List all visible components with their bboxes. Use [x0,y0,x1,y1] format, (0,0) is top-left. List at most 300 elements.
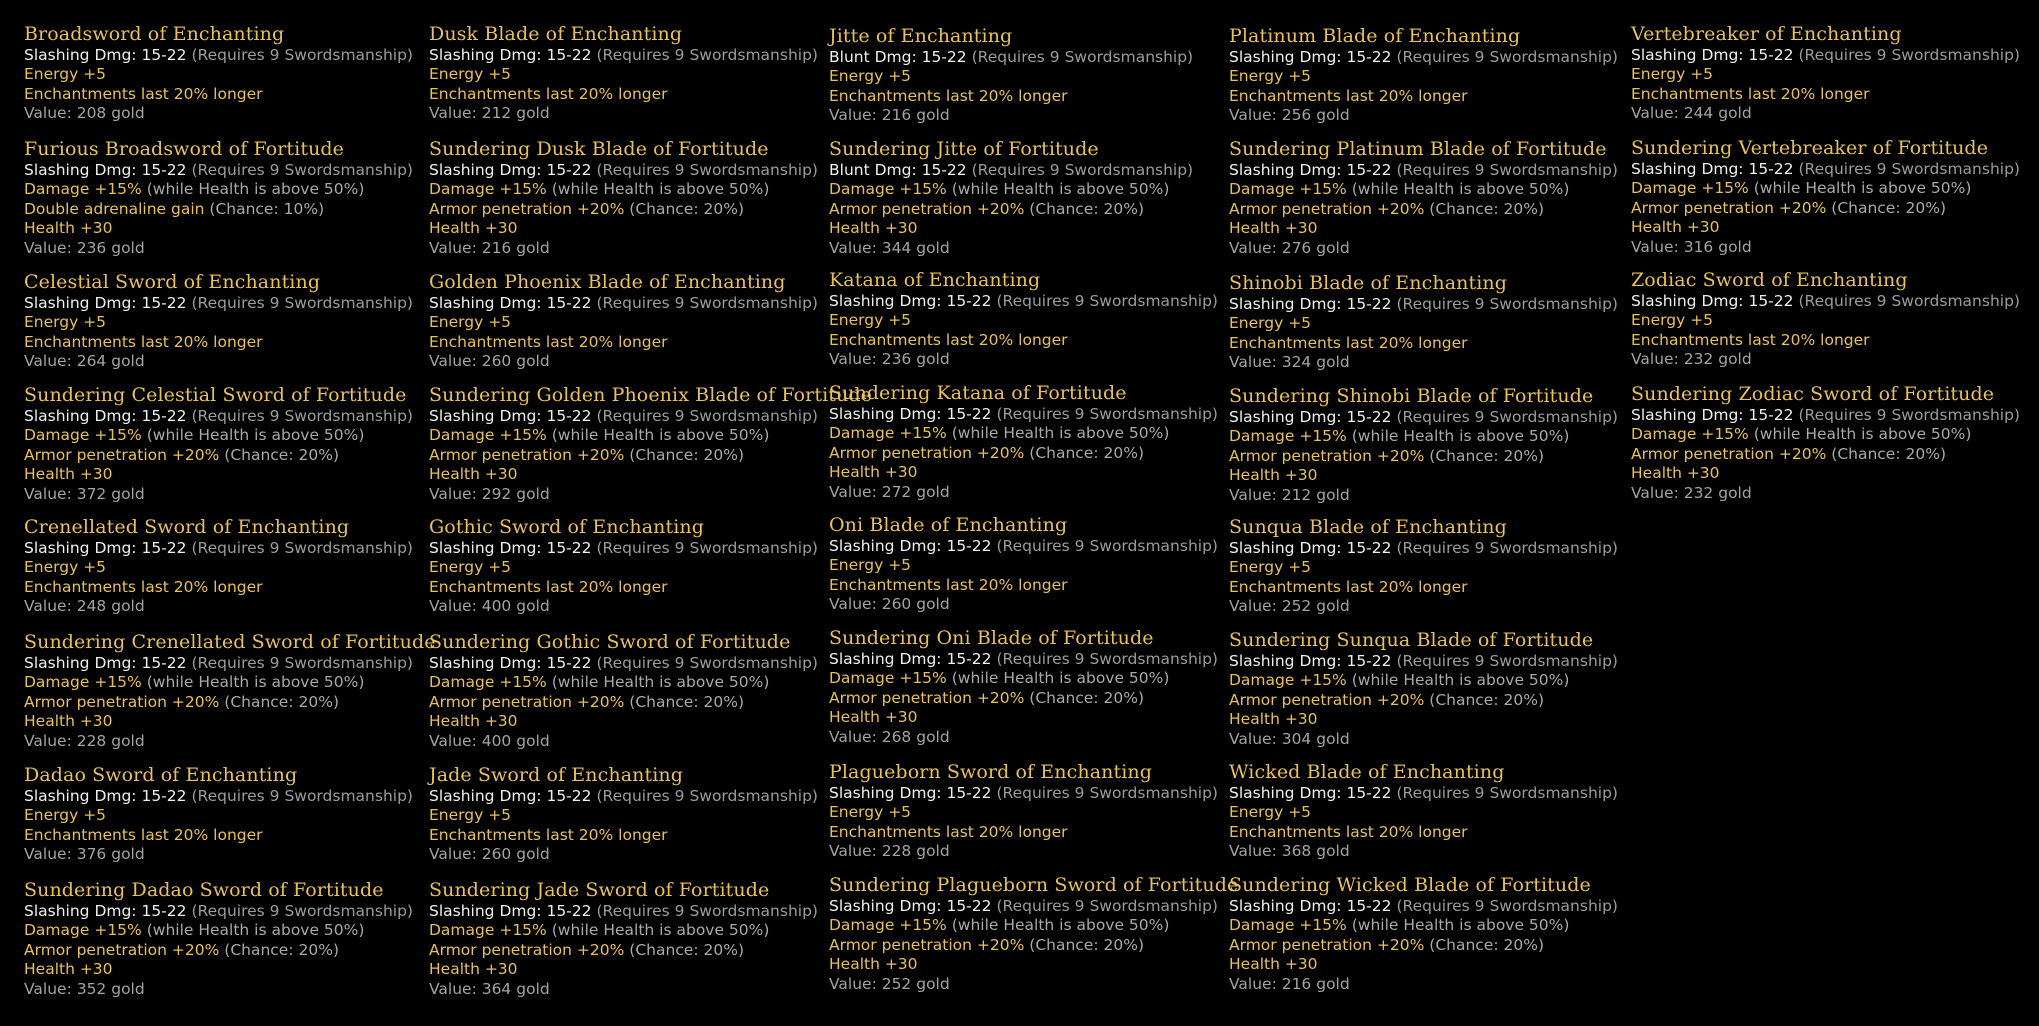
requirement-note: (Requires 9 Swordsmanship) [1798,292,2020,310]
item-name: Celestial Sword of Enchanting [24,271,321,293]
item-name: Shinobi Blade of Enchanting [1229,272,1507,294]
requirement-note: (Requires 9 Swordsmanship) [191,654,413,672]
item-value: Value: 324 gold [1229,353,1350,372]
damage-text: Slashing Dmg: 15-22 [429,161,592,179]
modifier-line [24,693,436,712]
damage-line [829,161,1193,180]
item-tooltip[interactable] [429,383,872,504]
modifier-line [24,826,413,845]
modifier-line [1229,955,1618,974]
modifier-text: Energy +5 [1229,314,1312,333]
modifier-line [1631,425,2020,444]
damage-text: Slashing Dmg: 15-22 [1229,652,1392,670]
item-name: Jade Sword of Enchanting [429,764,683,786]
damage-text: Slashing Dmg: 15-22 [1229,784,1392,802]
damage-line [1631,406,2020,425]
damage-text: Slashing Dmg: 15-22 [1229,295,1392,313]
modifier-text: Armor penetration +20% [829,688,1025,707]
requirement-note: (Requires 9 Swordsmanship) [596,787,818,805]
item-name: Sundering Wicked Blade of Fortitude [1229,874,1591,896]
modifier-text: Health +30 [24,712,113,731]
modifier-text: Health +30 [829,463,918,482]
item-tooltip[interactable] [1229,384,1618,505]
modifier-note: (while Health is above 50%) [951,180,1170,199]
modifier-line [1229,691,1618,710]
damage-text: Slashing Dmg: 15-22 [24,654,187,672]
modifier-note: (while Health is above 50%) [1351,916,1570,935]
item-tooltip[interactable] [829,513,1218,615]
modifier-text: Health +30 [24,219,113,238]
item-value: Value: 276 gold [1229,238,1350,257]
item-name: Sundering Shinobi Blade of Fortitude [1229,385,1594,407]
modifier-text: Energy +5 [24,806,107,825]
item-name: Plagueborn Sword of Enchanting [829,761,1152,783]
modifier-text: Health +30 [24,960,113,979]
item-value: Value: 264 gold [24,352,145,371]
requirement-note: (Requires 9 Swordsmanship) [1396,161,1618,179]
requirement-note: (Requires 9 Swordsmanship) [1798,46,2020,64]
item-tooltip[interactable] [24,383,413,504]
item-value: Value: 232 gold [1631,483,1752,502]
modifier-text: Damage +15% [829,916,947,935]
damage-line [829,48,1193,67]
modifier-text: Armor penetration +20% [829,935,1025,954]
requirement-note: (Requires 9 Swordsmanship) [191,902,413,920]
modifier-line [829,87,1193,106]
modifier-line [829,823,1218,842]
modifier-line [1631,464,2020,483]
item-name: Dadao Sword of Enchanting [24,764,298,786]
modifier-line [429,65,818,84]
item-tooltip[interactable] [24,763,413,865]
modifier-text: Health +30 [1229,466,1318,485]
modifier-line [24,313,413,332]
modifier-text: Health +30 [1229,710,1318,729]
requirement-note: (Requires 9 Swordsmanship) [191,407,413,425]
modifier-line [829,916,1238,935]
modifier-line [1229,803,1618,822]
modifier-text: Energy +5 [1229,67,1312,86]
damage-text: Slashing Dmg: 15-22 [24,294,187,312]
modifier-text: Health +30 [829,708,918,727]
modifier-text: Armor penetration +20% [829,199,1025,218]
modifier-note: (while Health is above 50%) [551,180,770,199]
modifier-line [429,673,818,692]
item-name: Sundering Gothic Sword of Fortitude [429,631,791,653]
modifier-text: Enchantments last 20% longer [429,84,668,103]
item-value: Value: 212 gold [429,104,550,123]
damage-line [1229,784,1618,803]
modifier-line [1631,311,2020,330]
item-value: Value: 376 gold [24,845,145,864]
modifier-text: Damage +15% [1229,671,1347,690]
modifier-line [24,465,413,484]
damage-text: Slashing Dmg: 15-22 [1229,161,1392,179]
requirement-note: (Requires 9 Swordsmanship) [596,407,818,425]
damage-text: Slashing Dmg: 15-22 [429,539,592,557]
modifier-note: (Chance: 20%) [1429,199,1544,218]
modifier-note: (Chance: 20%) [629,199,744,218]
modifier-line [24,180,413,199]
modifier-line [1229,558,1618,577]
modifier-text: Armor penetration +20% [1631,444,1827,463]
damage-text: Slashing Dmg: 15-22 [429,902,592,920]
modifier-line [829,708,1218,727]
item-tooltip[interactable] [24,270,413,372]
modifier-text: Health +30 [829,955,918,974]
damage-text: Slashing Dmg: 15-22 [24,161,187,179]
damage-line [1229,295,1618,314]
modifier-note: (while Health is above 50%) [146,921,365,940]
item-name: Sundering Crenellated Sword of Fortitude [24,631,436,653]
item-value: Value: 236 gold [24,238,145,257]
modifier-line [1229,334,1618,353]
modifier-note: (while Health is above 50%) [146,180,365,199]
item-value: Value: 352 gold [24,979,145,998]
item-tooltip[interactable] [429,137,818,258]
modifier-text: Enchantments last 20% longer [829,575,1068,594]
damage-text: Slashing Dmg: 15-22 [829,537,992,555]
modifier-note: (Chance: 20%) [1029,935,1144,954]
damage-text: Slashing Dmg: 15-22 [429,787,592,805]
modifier-line [429,806,818,825]
item-value: Value: 216 gold [1229,974,1350,993]
modifier-line [1631,445,2020,464]
modifier-text: Energy +5 [1631,65,1714,84]
modifier-note: (Chance: 20%) [224,940,339,959]
damage-line [1631,160,2020,179]
modifier-text: Health +30 [429,712,518,731]
damage-line [429,902,818,921]
modifier-text: Energy +5 [1229,803,1312,822]
damage-text: Blunt Dmg: 15-22 [829,161,967,179]
modifier-line [429,941,818,960]
modifier-text: Enchantments last 20% longer [24,332,263,351]
damage-line [829,292,1218,311]
damage-line [829,405,1218,424]
modifier-note: (while Health is above 50%) [951,424,1170,443]
item-name: Sundering Jitte of Fortitude [829,138,1099,160]
requirement-note: (Requires 9 Swordsmanship) [191,46,413,64]
modifier-line [24,446,413,465]
damage-line [24,539,413,558]
item-tooltip[interactable] [24,137,413,258]
item-name: Sundering Plagueborn Sword of Fortitude [829,874,1239,896]
damage-line [429,46,818,65]
modifier-text: Health +30 [829,219,918,238]
modifier-line [429,960,818,979]
modifier-note: (while Health is above 50%) [1351,427,1570,446]
damage-text: Slashing Dmg: 15-22 [24,407,187,425]
modifier-note: (Chance: 20%) [224,445,339,464]
damage-line [429,654,818,673]
item-tooltip[interactable] [829,873,1238,994]
modifier-line [829,219,1193,238]
modifier-note: (Chance: 20%) [1429,690,1544,709]
item-tooltip[interactable] [1229,137,1618,258]
modifier-text: Armor penetration +20% [24,940,220,959]
modifier-text: Armor penetration +20% [429,199,625,218]
damage-line [429,539,818,558]
item-name: Vertebreaker of Enchanting [1631,23,1902,45]
modifier-text: Damage +15% [429,180,547,199]
modifier-line [24,806,413,825]
modifier-text: Energy +5 [829,311,912,330]
requirement-note: (Requires 9 Swordsmanship) [996,537,1218,555]
modifier-line [1229,823,1618,842]
requirement-note: (Requires 9 Swordsmanship) [1396,784,1618,802]
damage-line [24,902,413,921]
item-name: Platinum Blade of Enchanting [1229,25,1521,47]
damage-line [24,654,436,673]
modifier-line [829,669,1218,688]
item-value: Value: 228 gold [829,842,950,861]
item-name: Sundering Zodiac Sword of Fortitude [1631,383,1995,405]
modifier-text: Damage +15% [829,424,947,443]
modifier-text: Energy +5 [1229,558,1312,577]
item-tooltip[interactable] [829,760,1218,862]
item-value: Value: 292 gold [429,484,550,503]
modifier-text: Damage +15% [429,921,547,940]
modifier-text: Enchantments last 20% longer [829,822,1068,841]
item-tooltip[interactable] [829,268,1218,370]
item-value: Value: 256 gold [1229,106,1350,125]
item-tooltip[interactable] [1631,22,2020,124]
modifier-line [1229,219,1618,238]
item-name: Sundering Oni Blade of Fortitude [829,627,1154,649]
modifier-text: Armor penetration +20% [24,445,220,464]
modifier-line [24,558,413,577]
modifier-line [829,689,1218,708]
modifier-line [829,180,1193,199]
item-tooltip[interactable] [1631,268,2020,370]
item-value: Value: 212 gold [1229,485,1350,504]
modifier-line [24,85,413,104]
modifier-line [829,803,1218,822]
modifier-text: Damage +15% [24,180,142,199]
modifier-text: Damage +15% [1229,916,1347,935]
requirement-note: (Requires 9 Swordsmanship) [1396,48,1618,66]
damage-line [24,407,413,426]
item-tooltip[interactable] [1631,136,2020,257]
modifier-line [429,426,872,445]
item-tooltip[interactable] [829,381,1218,502]
modifier-line [24,65,413,84]
modifier-text: Armor penetration +20% [1229,690,1425,709]
item-name: Broadsword of Enchanting [24,23,285,45]
modifier-note: (while Health is above 50%) [1351,671,1570,690]
modifier-text: Enchantments last 20% longer [24,84,263,103]
item-tooltip[interactable] [429,763,818,865]
requirement-note: (Requires 9 Swordsmanship) [1396,295,1618,313]
modifier-line [1631,199,2020,218]
item-value: Value: 216 gold [429,238,550,257]
modifier-line [829,444,1218,463]
modifier-note: (Chance: 20%) [1831,198,1946,217]
damage-text: Slashing Dmg: 15-22 [1229,897,1392,915]
item-name: Sundering Celestial Sword of Fortitude [24,384,407,406]
damage-line [1229,539,1618,558]
modifier-line [829,67,1193,86]
modifier-note: (Chance: 20%) [1029,199,1144,218]
modifier-line [829,311,1218,330]
item-tooltip[interactable] [829,137,1193,258]
modifier-note: (while Health is above 50%) [1351,180,1570,199]
modifier-text: Damage +15% [429,426,547,445]
modifier-line [1229,671,1618,690]
modifier-line [1229,447,1618,466]
item-tooltip[interactable] [429,515,818,617]
modifier-line [429,180,818,199]
item-value: Value: 372 gold [24,484,145,503]
modifier-text: Health +30 [1631,218,1720,237]
requirement-note: (Requires 9 Swordsmanship) [1798,160,2020,178]
modifier-line [829,463,1218,482]
modifier-line [1631,218,2020,237]
item-value: Value: 252 gold [1229,597,1350,616]
modifier-line [429,85,818,104]
modifier-line [829,331,1218,350]
damage-line [429,161,818,180]
item-tooltip[interactable] [429,878,818,999]
requirement-note: (Requires 9 Swordsmanship) [191,539,413,557]
damage-text: Slashing Dmg: 15-22 [829,405,992,423]
item-value: Value: 272 gold [829,482,950,501]
item-value: Value: 248 gold [24,597,145,616]
modifier-line [1229,87,1618,106]
modifier-note: (while Health is above 50%) [951,916,1170,935]
damage-text: Slashing Dmg: 15-22 [1631,406,1794,424]
modifier-line [829,576,1218,595]
modifier-text: Damage +15% [1229,180,1347,199]
requirement-note: (Requires 9 Swordsmanship) [971,161,1194,179]
damage-line [24,46,413,65]
modifier-text: Enchantments last 20% longer [24,825,263,844]
item-tooltip[interactable] [1229,873,1618,994]
damage-text: Slashing Dmg: 15-22 [1229,408,1392,426]
requirement-note: (Requires 9 Swordsmanship) [996,405,1218,423]
modifier-line [829,955,1238,974]
modifier-text: Energy +5 [24,313,107,332]
modifier-line [1229,67,1618,86]
modifier-line [1229,200,1618,219]
modifier-text: Enchantments last 20% longer [429,577,668,596]
modifier-text: Armor penetration +20% [429,692,625,711]
item-tooltip[interactable] [1229,515,1618,617]
item-name: Sundering Golden Phoenix Blade of Fortitude [429,384,872,406]
damage-text: Slashing Dmg: 15-22 [1631,46,1794,64]
damage-line [829,650,1218,669]
modifier-line [1229,936,1618,955]
modifier-note: (Chance: 20%) [1029,688,1144,707]
modifier-line [1229,916,1618,935]
item-name: Sundering Dusk Blade of Fortitude [429,138,769,160]
modifier-text: Energy +5 [429,313,512,332]
item-tooltip[interactable] [24,878,413,999]
modifier-line [429,921,818,940]
damage-text: Slashing Dmg: 15-22 [24,902,187,920]
modifier-note: (Chance: 10%) [209,199,325,218]
modifier-text: Enchantments last 20% longer [829,330,1068,349]
item-tooltip[interactable] [1631,382,2020,503]
item-value: Value: 260 gold [829,595,950,614]
item-tooltip[interactable] [1229,628,1618,749]
modifier-text: Armor penetration +20% [24,692,220,711]
damage-line [1631,292,2020,311]
modifier-note: (Chance: 20%) [1831,444,1946,463]
requirement-note: (Requires 9 Swordsmanship) [191,787,413,805]
damage-text: Slashing Dmg: 15-22 [829,650,992,668]
modifier-line [1229,466,1618,485]
item-tooltip[interactable] [829,24,1193,126]
item-value: Value: 260 gold [429,845,550,864]
modifier-line [24,426,413,445]
modifier-text: Armor penetration +20% [829,443,1025,462]
modifier-text: Damage +15% [24,673,142,692]
damage-line [429,787,818,806]
item-value: Value: 208 gold [24,104,145,123]
item-name: Sundering Vertebreaker of Fortitude [1631,137,1989,159]
damage-text: Slashing Dmg: 15-22 [829,897,992,915]
modifier-note: (while Health is above 50%) [951,669,1170,688]
damage-line [1229,161,1618,180]
damage-text: Slashing Dmg: 15-22 [829,292,992,310]
item-tooltip[interactable] [24,515,413,617]
requirement-note: (Requires 9 Swordsmanship) [596,539,818,557]
item-value: Value: 260 gold [429,352,550,371]
item-tooltip[interactable] [429,22,818,124]
requirement-note: (Requires 9 Swordsmanship) [596,161,818,179]
modifier-line [429,219,818,238]
requirement-note: (Requires 9 Swordsmanship) [596,294,818,312]
item-tooltip[interactable] [24,630,436,751]
modifier-line [24,712,436,731]
item-name: Katana of Enchanting [829,269,1041,291]
modifier-text: Health +30 [429,960,518,979]
item-tooltip[interactable] [1229,760,1618,862]
modifier-text: Enchantments last 20% longer [1229,822,1468,841]
item-tooltip[interactable] [24,22,413,124]
modifier-text: Energy +5 [829,556,912,575]
damage-text: Slashing Dmg: 15-22 [429,294,592,312]
modifier-text: Enchantments last 20% longer [1229,577,1468,596]
item-tooltip[interactable] [429,270,818,372]
damage-line [1229,48,1618,67]
item-tooltip[interactable] [1229,24,1618,126]
item-name: Sundering Katana of Fortitude [829,382,1127,404]
modifier-text: Enchantments last 20% longer [829,86,1068,105]
item-value: Value: 368 gold [1229,842,1350,861]
item-name: Wicked Blade of Enchanting [1229,761,1505,783]
damage-line [429,294,818,313]
modifier-text: Health +30 [429,219,518,238]
item-tooltip[interactable] [829,626,1218,747]
modifier-text: Health +30 [24,465,113,484]
item-tooltip[interactable] [429,630,818,751]
modifier-line [1229,180,1618,199]
item-tooltip[interactable] [1229,271,1618,373]
modifier-line [24,578,413,597]
requirement-note: (Requires 9 Swordsmanship) [971,48,1194,66]
modifier-text: Damage +15% [829,669,947,688]
modifier-note: (while Health is above 50%) [1753,179,1972,198]
modifier-text: Energy +5 [829,803,912,822]
item-name: Sundering Dadao Sword of Fortitude [24,879,384,901]
modifier-text: Energy +5 [829,67,912,86]
modifier-text: Damage +15% [24,426,142,445]
modifier-line [429,313,818,332]
modifier-line [429,558,818,577]
